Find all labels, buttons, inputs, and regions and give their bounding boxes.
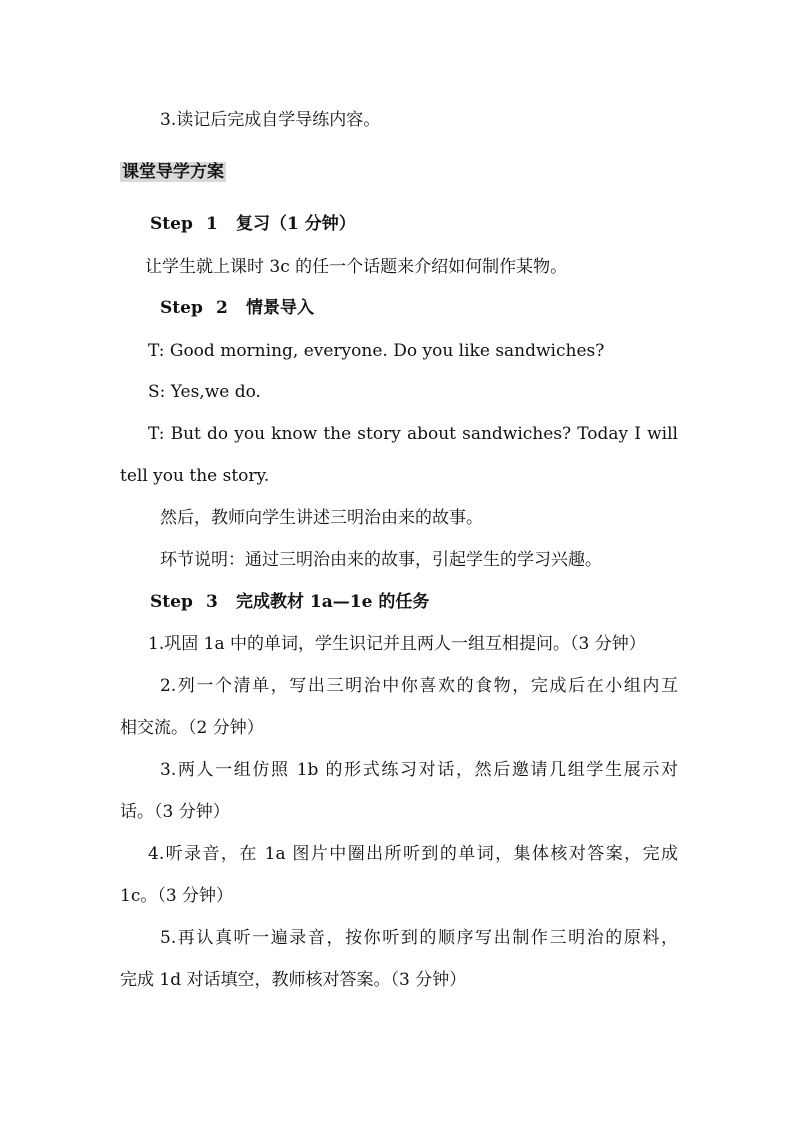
step3-title: 完成教材 1a—1e 的任务	[236, 592, 430, 612]
step3-heading	[150, 590, 429, 614]
task-4-line-a: 4.听录音，在 1a 图片中圈出所听到的单词，集体核对答案，完成	[148, 844, 678, 864]
step1-number: 1	[206, 214, 218, 234]
step3-word: Step	[150, 592, 193, 612]
step2-text-1: 然后，教师向学生讲述三明治由来的故事。	[160, 508, 483, 528]
task-3-line-a: 3.两人一组仿照 1b 的形式练习对话，然后邀请几组学生展示对	[160, 760, 678, 780]
step2-heading	[160, 296, 314, 320]
task-1: 1.巩固 1a 中的单词，学生识记并且两人一组互相提问。（3 分钟）	[148, 634, 646, 654]
dialogue-line-3b: tell you the story.	[120, 466, 270, 486]
task-2-line-b: 相交流。（2 分钟）	[120, 718, 264, 738]
step2-number: 2	[216, 298, 228, 318]
step1-text: 让学生就上课时 3c 的任一个话题来介绍如何制作某物。	[145, 257, 568, 277]
section-heading-text: 课堂导学方案	[122, 162, 224, 182]
dialogue-line-3a: T: But do you know the story about sandwiches? Today I will	[148, 424, 678, 444]
step2-word: Step	[160, 298, 203, 318]
task-4-line-b: 1c。（3 分钟）	[120, 886, 234, 906]
step3-number: 3	[206, 592, 218, 612]
step1-heading	[150, 212, 356, 236]
task-3-line-b: 话。（3 分钟）	[120, 802, 230, 822]
task-2-line-a: 2.列一个清单，写出三明治中你喜欢的食物，完成后在小组内互	[160, 676, 678, 696]
step1-word: Step	[150, 214, 193, 234]
task-5-line-b: 完成 1d 对话填空，教师核对答案。（3 分钟）	[120, 970, 467, 990]
step1-title: 复习（1 分钟）	[236, 214, 356, 234]
dialogue-line-1: T: Good morning, everyone. Do you like sandwiches?	[148, 341, 605, 361]
step2-title: 情景导入	[246, 298, 314, 318]
step2-text-2: 环节说明：通过三明治由来的故事，引起学生的学习兴趣。	[160, 550, 602, 570]
dialogue-line-2: S: Yes,we do.	[148, 382, 261, 402]
section-heading	[120, 160, 226, 184]
intro-line: 3.读记后完成自学导练内容。	[160, 110, 381, 130]
task-5-line-a: 5.再认真听一遍录音，按你听到的顺序写出制作三明治的原料，	[160, 928, 678, 948]
